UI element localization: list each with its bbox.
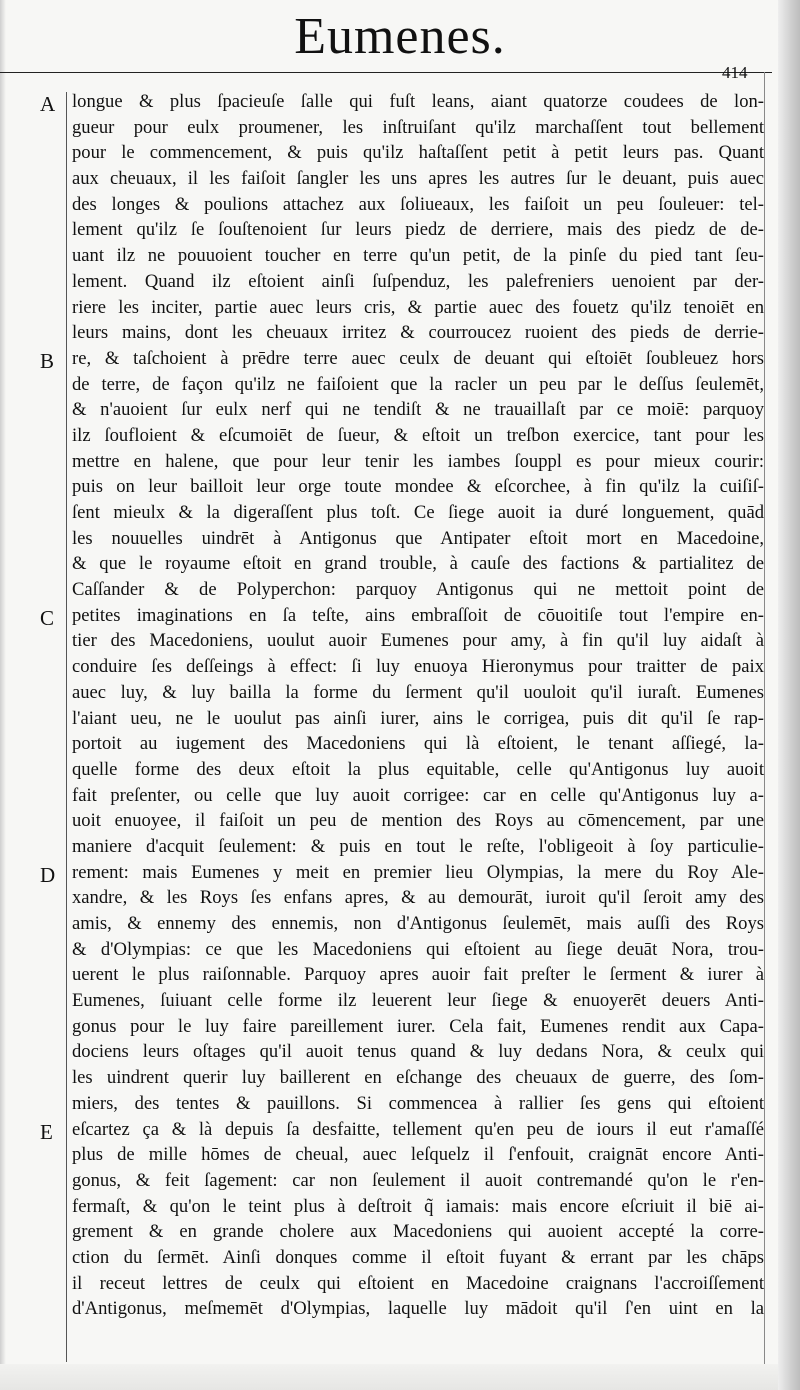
text-line: conduire ſes deſſeings à effect: ſi luy enuoya Hieronymus pour traitter de paix	[72, 656, 764, 678]
text-line: & que le royaume eſtoit en grand trouble, à cauſe des factions & partialitez de	[72, 553, 764, 575]
text-line: & d'Olympias: ce que les Macedoniens qui eſtoient au ſiege deuāt Nora, trou-	[72, 938, 764, 960]
text-line: d'Antigonus, meſmemēt d'Olympias, laquelle luy mādoit qu'il ſ'en uint en la	[72, 1298, 764, 1320]
text-line: mettre en halene, que pour leur tenir les iambes ſouppl es pour mieux courir:	[72, 450, 764, 472]
text-line: xandre, & les Roys ſes enfans apres, & au demourāt, iuroit qu'il ſeroit amy des	[72, 887, 764, 909]
text-line: dociens leurs oſtages qu'il auoit tenus quand & luy dedans Nora, & ceulx qui	[72, 1041, 764, 1063]
text-line: l'aiant ueu, ne le uoulut pas ainſi iurer, ains le corrigea, puis dit qu'il ſe rap-	[72, 707, 764, 729]
text-line: auec luy, & luy bailla la forme du ſerment qu'il uouloit qu'il iuraſt. Eumenes	[72, 681, 764, 703]
text-line: ilz ſoufloient & eſcumoiēt de ſueur, & eſtoit un treſbon exercice, tant pour les	[72, 424, 764, 446]
page-right-edge	[778, 0, 800, 1390]
right-margin-rule	[764, 72, 765, 1372]
text-line: il receut lettres de ceulx qui eſtoient en Macedoine craignans l'accroiſſement	[72, 1272, 764, 1294]
left-margin-rule	[66, 92, 67, 1362]
text-line: maniere d'acquit ſeulement: & puis en tout le reſte, l'obligeoit à ſoy particulie-	[72, 835, 764, 857]
margin-marker-c: C	[40, 606, 55, 630]
text-line: gonus, & feit ſagement: car non ſeulement il auoit contremandé qu'on le r'en-	[72, 1169, 764, 1191]
running-head-title: Eumenes.	[294, 8, 506, 65]
text-line: uerent le plus raiſonnable. Parquoy apres auoir fait preſter le ſerment & iurer à	[72, 964, 764, 986]
text-line: amis, & ennemy des ennemis, non d'Antigonus ſeulemēt, mais auſſi des Roys	[72, 913, 764, 934]
text-line: les uindrent querir luy baillerent en eſchange des cheuaux de guerre, des ſom-	[72, 1067, 764, 1089]
text-line: eſcartez ça & là depuis ſa desfaitte, tellement qu'en peu de iours il eut r'amaſſé	[72, 1118, 764, 1140]
text-line: petites imaginations en ſa teſte, ains embraſſoit de cōuoitiſe tout l'empire en-	[72, 604, 764, 626]
text-line: riere les inciter, partie auec leurs cris, & partie auec des fouetz qu'ilz tenoiēt en	[72, 296, 764, 318]
text-line: rement: mais Eumenes y meit en premier lieu Olympias, la mere du Roy Ale-	[72, 861, 764, 883]
text-line: puis on leur bailloit leur orge toute mondee & eſcorchee, à fin qu'ilz la cuiſiſ-	[72, 476, 764, 498]
text-line: gueur pour eulx proumener, les inſtruiſant qu'ilz marchaſſent tout bellement	[72, 116, 764, 138]
text-line: & n'auoient ſur eulx nerf qui ne tendiſt & ne trauaillaſt par ce moiē: parquoy	[72, 399, 764, 421]
text-line: lement. Quand ilz eſtoient ainſi ſuſpenduz, les palefreniers uenoient par der-	[72, 270, 764, 292]
text-line: ſent mieulx & la digeraſſent plus toſt. Ce ſiege auoit ia duré longuement, quād	[72, 502, 764, 523]
text-line: leurs mains, dont les cheuaux irritez & courroucez ruoient des pieds de derrie-	[72, 322, 764, 344]
text-line: tier des Macedoniens, uoulut auoir Eumenes pour amy, à fin qu'il luy aidaſt à	[72, 630, 764, 652]
text-line: fait preſenter, ou celle que luy auoit corrigee: car en celle qu'Antigonus luy a-	[72, 784, 764, 806]
text-line: lement qu'ilz ſe ſouſtenoient ſur leurs piedz de derriere, mais des piedz de de-	[72, 219, 764, 241]
text-line: portoit au iugement des Macedoniens qui là eſtoient, le tenant aſſiegé, la-	[72, 733, 764, 755]
margin-marker-a: A	[40, 92, 56, 116]
text-line: plus de mille hōmes de cheual, auec leſquelz il ſ'enfouit, craignāt encore Anti-	[72, 1144, 764, 1166]
text-line: longue & plus ſpacieuſe ſalle qui fuſt leans, aiant quatorze coudees de lon-	[72, 91, 764, 112]
text-line: pour le commencement, & puis qu'ilz haſtaſſent petit à petit leurs pas. Quant	[72, 142, 764, 164]
text-line: Eumenes, ſuiuant celle forme ilz leuerent leur ſiege & enuoyerēt deuers Anti-	[72, 990, 764, 1012]
text-line: des longes & poulions attachez aux ſoliueaux, les faiſoit un peu ſouleuer: tel-	[72, 193, 764, 215]
text-line: miers, des tentes & pauillons. Si commencea à rallier ſes gens qui eſtoient	[72, 1092, 764, 1114]
margin-marker-b: B	[40, 349, 55, 373]
page-left-edge	[0, 0, 6, 1390]
text-line: quelle forme des deux eſtoit la plus equitable, celle qu'Antigonus luy auoit	[72, 758, 764, 780]
text-line: aux cheuaux, il les faiſoit ſangler les uns apres les autres ſur le deuant, puis auec	[72, 168, 764, 190]
text-line: Caſſander & de Polyperchon: parquoy Antigonus qui ne mettoit point de	[72, 579, 764, 601]
margin-marker-e: E	[40, 1120, 53, 1144]
text-line: uoit enuoyee, il faiſoit un peu de mention des Roys au cōmencement, par une	[72, 810, 764, 832]
page-number: 414	[722, 63, 748, 82]
text-line: uant ilz ne pouuoient toucher en terre qu'un petit, de la pinſe du pied tant ſeu-	[72, 245, 764, 267]
text-line: les nouuelles uindrēt à Antigonus que Antipater eſtoit mort en Macedoine,	[72, 527, 764, 549]
margin-marker-d: D	[40, 863, 56, 887]
header-rule	[0, 72, 772, 73]
text-line: gonus pour le luy faire pareillement iurer. Cela fait, Eumenes rendit aux Capa-	[72, 1015, 764, 1037]
body-text	[72, 89, 764, 1322]
page-bottom-edge	[0, 1364, 778, 1390]
text-line: fermaſt, & qu'on le teint plus à deſtroit q̃ iamais: mais encore eſcriuit il biē ai-	[72, 1195, 764, 1217]
text-line: grement & en grande cholere aux Macedoniens qui auoient accepté la corre-	[72, 1221, 764, 1243]
text-line: de terre, de façon qu'ilz ne faiſoient que la racler un peu par le deſſus ſeulemēt,	[72, 373, 764, 395]
text-line: ction du ſermēt. Ainſi donques comme il eſtoit fuyant & errant par les chāps	[72, 1246, 764, 1268]
text-line: re, & taſchoient à prēdre terre auec ceulx de deuant qui eſtoiēt ſoubleuez hors	[72, 347, 764, 369]
